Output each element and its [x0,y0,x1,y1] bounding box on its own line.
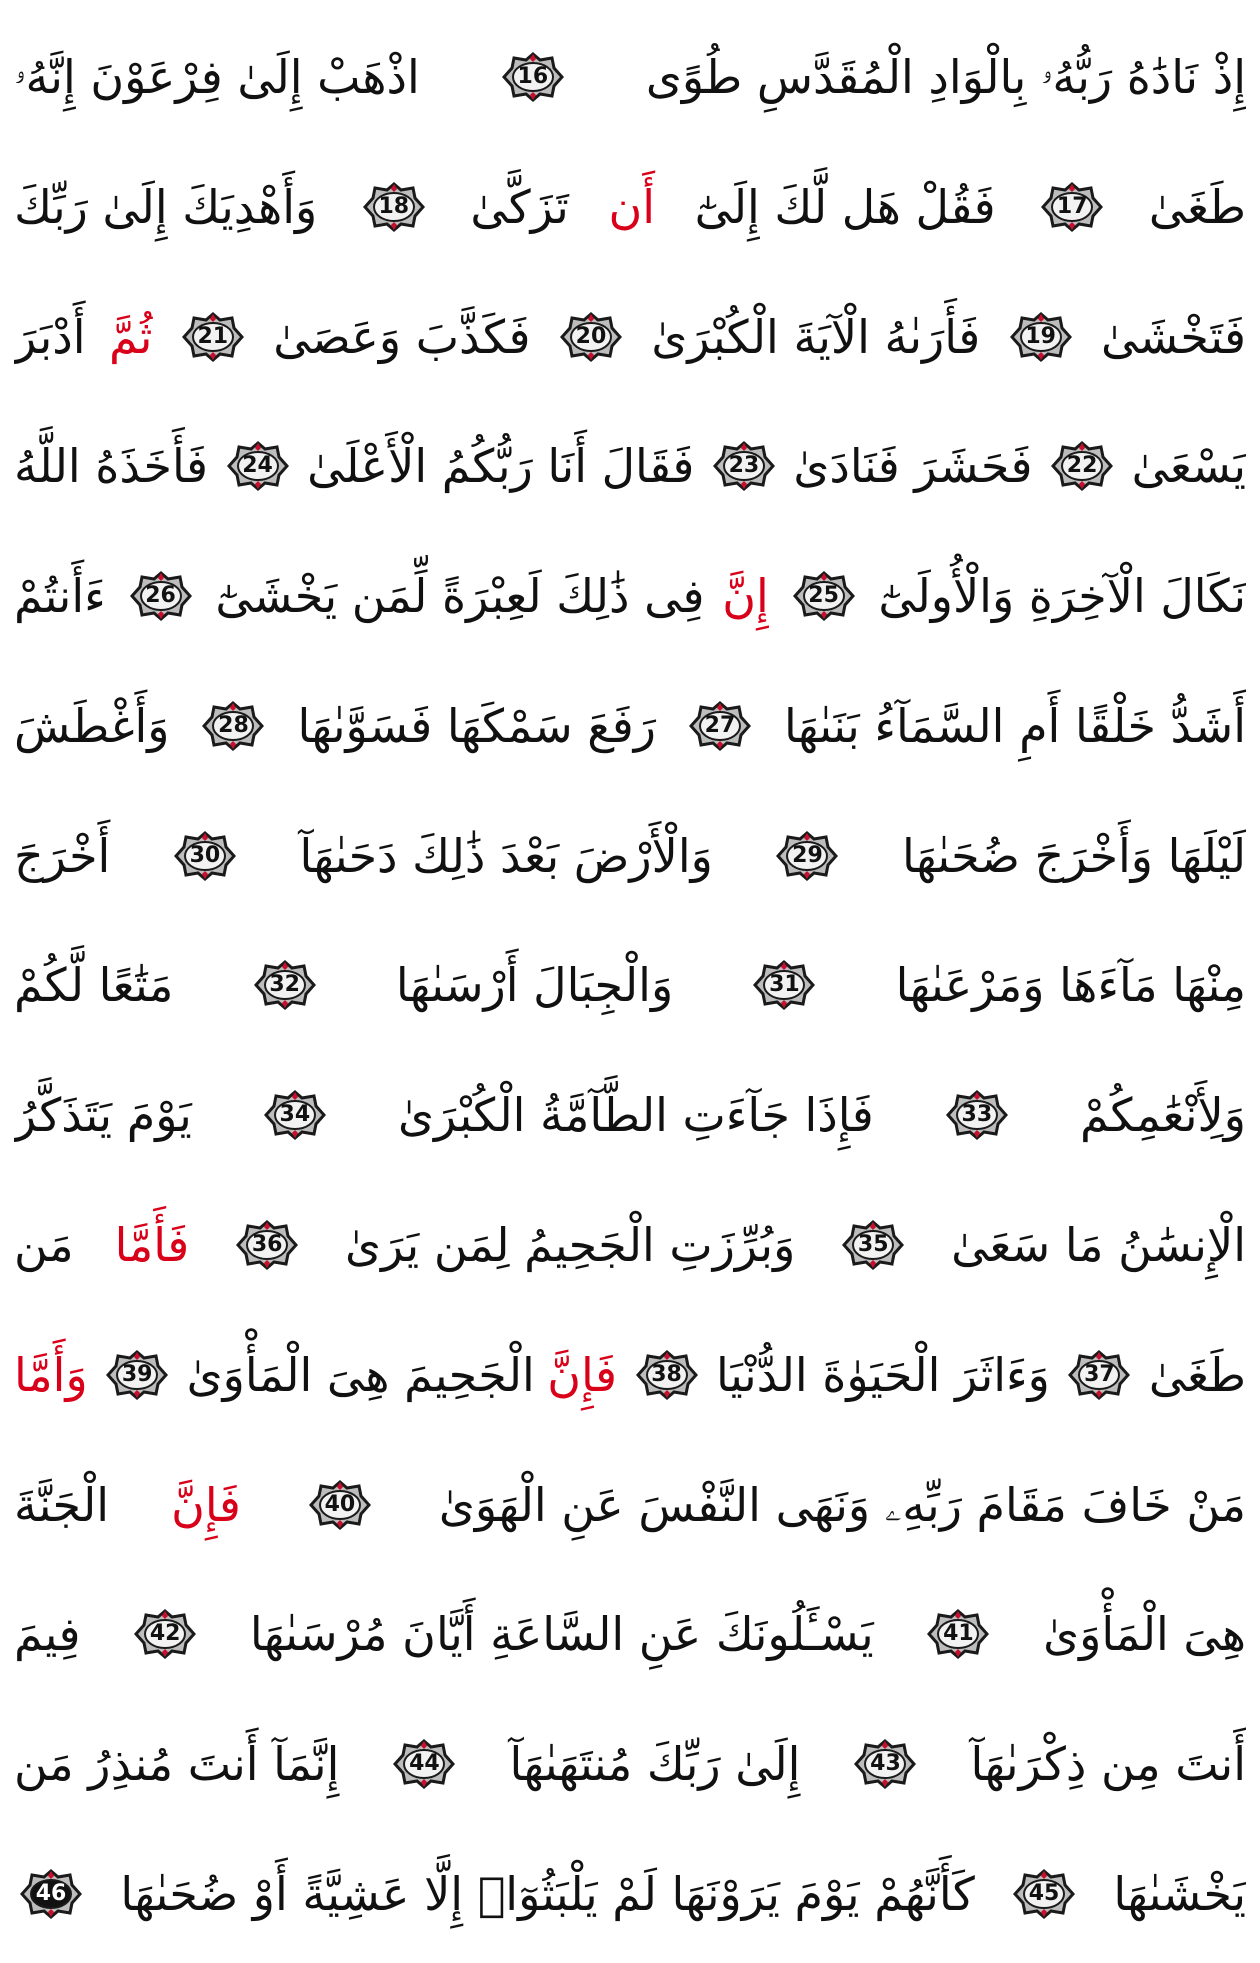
verse-text: فِى ذَٰلِكَ لَعِبْرَةً لِّمَن يَخْشَىٰٓ [215,569,705,624]
ayah-number: 36 [251,1232,283,1258]
verse-text: فَأَرَىٰهُ الْآيَةَ الْكُبْرَىٰ [651,309,981,364]
verse-line [14,148,1246,266]
verse-text: هِىَ الْمَأْوَىٰ [1043,1607,1246,1662]
ayah-number-marker [927,1609,989,1659]
ayah-number-marker [134,1609,196,1659]
ayah-number: 31 [769,972,800,998]
ayah-number: 20 [575,323,607,349]
ayah-number: 24 [242,453,273,479]
ayah-number: 21 [197,323,229,349]
verse-text: وَبُرِّزَتِ الْجَحِيمُ لِمَن يَرَىٰ [345,1218,796,1273]
ayah-number: 43 [870,1751,901,1777]
ayah-number: 35 [857,1232,889,1258]
verse-text: وَأَغْطَشَ [14,698,170,753]
ayah-number: 42 [149,1621,181,1647]
verse-text: إِلَىٰ رَبِّكَ مُنتَهَىٰهَآ [509,1737,801,1792]
ayah-number: 27 [704,712,736,738]
verse-text: فَإِذَا جَآءَتِ الطَّآمَّةُ الْكُبْرَىٰ [397,1088,874,1143]
ayah-number-marker [689,701,751,751]
verse-text: وَلِأَنْعَٰمِكُمْ [1079,1088,1246,1143]
ayah-number-marker [227,441,289,491]
verse-text: لَيْلَهَا وَأَخْرَجَ ضُحَىٰهَا [902,828,1246,883]
verse-text: إِنَّمَآ أَنتَ مُنذِرُ مَن [14,1737,340,1792]
ayah-number-marker [202,701,264,751]
ayah-number-marker [842,1220,904,1270]
ayah-number: 28 [218,712,249,738]
ayah-number-marker [363,182,425,232]
ayah-number: 22 [1066,453,1098,479]
tajweed-highlighted-text: أَن [608,179,656,234]
ayah-number-marker [713,441,775,491]
tajweed-highlighted-text: فَأَمَّا [114,1218,190,1273]
verse-line [14,1316,1246,1434]
ayah-number-marker [636,1350,698,1400]
ayah-number-marker [793,571,855,621]
ayah-number-marker [1068,1350,1130,1400]
verse-text: مَن [14,1218,74,1273]
verse-text: فِيمَ [14,1607,81,1662]
ayah-number-marker [560,312,622,362]
ayah-number: 30 [189,842,221,868]
ayah-number-marker [946,1090,1008,1140]
verse-text: طَغَىٰ [1148,1347,1246,1402]
ayah-number: 23 [728,453,760,479]
verse-line [14,407,1246,525]
ayah-number: 37 [1084,1361,1115,1387]
ayah-number: 26 [145,583,176,609]
verse-text: مِنْهَا مَآءَهَا وَمَرْعَىٰهَا [895,958,1246,1013]
ayah-number: 16 [517,64,549,89]
verse-text: نَكَالَ الْآخِرَةِ وَالْأُولَىٰٓ [878,569,1246,624]
ayah-number-marker [753,960,815,1010]
verse-text: وَالْجِبَالَ أَرْسَىٰهَا [395,958,674,1013]
ayah-number: 45 [1028,1880,1060,1906]
ayah-number: 19 [1025,323,1056,349]
ayah-number-marker [502,52,564,102]
verse-text: وَأَهْدِيَكَ إِلَىٰ رَبِّكَ [14,179,318,234]
ayah-number-marker [1041,182,1103,232]
verse-line [14,1446,1246,1564]
tajweed-highlighted-text: فَإِنَّ [171,1477,241,1532]
ayah-number-marker [1010,312,1072,362]
ayah-number-marker [254,960,316,1010]
verse-text: أَدْبَرَ [14,309,86,364]
verse-line [14,537,1246,655]
ayah-number: 38 [651,1361,682,1387]
verse-text: يَخْشَىٰهَا [1113,1866,1246,1921]
verse-text: تَزَكَّىٰ [470,179,569,234]
verse-text: اذْهَبْ إِلَىٰ فِرْعَوْنَ إِنَّهُۥ [14,50,420,104]
tajweed-highlighted-text: ثُمَّ [108,309,153,364]
ayah-number: 18 [378,193,410,219]
verse-line [14,1056,1246,1174]
verse-text: فَتَخْشَىٰ [1101,309,1246,364]
ayah-number: 40 [324,1491,356,1517]
verse-text: فَقُلْ هَل لَّكَ إِلَىٰٓ [694,179,996,234]
verse-text: إِذْ نَادَٰهُ رَبُّهُۥ بِالْوَادِ الْمُقَدَّسِ طُوًى [645,50,1246,104]
ayah-number-marker [182,312,244,362]
verse-text: يَسْعَىٰ [1131,439,1246,494]
ayah-number-marker [1013,1869,1075,1919]
verse-text: وَالْأَرْضَ بَعْدَ ذَٰلِكَ دَحَىٰهَآ [299,828,713,883]
ayah-number: 46 [35,1880,67,1906]
verse-line [14,797,1246,915]
verse-line [14,1575,1246,1693]
verse-text: الْجَنَّةَ [14,1477,110,1532]
verse-text: رَفَعَ سَمْكَهَا فَسَوَّىٰهَا [297,698,656,753]
ayah-number-marker [236,1220,298,1270]
verse-line [14,1835,1246,1953]
verse-text: يَسْـَٔلُونَكَ عَنِ السَّاعَةِ أَيَّانَ مُرْسَىٰهَا [249,1607,874,1662]
ayah-number-marker [776,831,838,881]
verse-text: وَءَاثَرَ الْحَيَوٰةَ الدُّنْيَا [715,1347,1050,1402]
verse-text: الْإِنسَٰنُ مَا سَعَىٰ [951,1218,1246,1273]
ayah-number-marker [174,831,236,881]
verse-text: مَنْ خَافَ مَقَامَ رَبِّهِۦ وَنَهَى النَّفْسَ عَنِ الْهَوَىٰ [438,1477,1246,1532]
ayah-number-marker [130,571,192,621]
verse-line [14,1705,1246,1823]
verse-text: أَنتَ مِن ذِكْرَىٰهَآ [970,1737,1246,1792]
verse-text: فَكَذَّبَ وَعَصَىٰ [273,309,531,364]
ayah-number-marker [854,1739,916,1789]
ayah-number: 41 [943,1621,974,1647]
verse-text: كَأَنَّهُمْ يَوْمَ يَرَوْنَهَا لَمْ يَلْبَثُوٓا۟ إِلَّا عَشِيَّةً أَوْ ضُحَىٰهَا [120,1866,975,1921]
ayah-number-marker [106,1350,168,1400]
verse-line [14,18,1246,136]
verse-text: مَتَٰعًا لَّكُمْ [14,958,174,1013]
verse-text: طَغَىٰ [1148,179,1246,234]
ayah-number-marker [1051,441,1113,491]
ayah-number: 29 [792,842,823,868]
ayah-number-marker [264,1090,326,1140]
verse-line [14,667,1246,785]
ayah-number-marker [20,1869,82,1919]
verse-text: الْجَحِيمَ هِىَ الْمَأْوَىٰ [186,1347,535,1402]
ayah-number-marker [309,1480,371,1530]
verse-text: فَحَشَرَ فَنَادَىٰ [793,439,1033,494]
tajweed-highlighted-text: وَأَمَّا [14,1347,88,1402]
ayah-number: 17 [1056,193,1088,219]
tajweed-highlighted-text: إِنَّ [722,569,769,624]
ayah-number: 25 [808,583,839,609]
verse-text: فَقَالَ أَنَا رَبُّكُمُ الْأَعْلَىٰ [307,439,695,494]
verse-text: ءَأَنتُمْ [14,569,106,624]
tajweed-highlighted-text: فَإِنَّ [547,1347,618,1402]
ayah-number: 32 [269,972,300,998]
ayah-number: 34 [279,1102,311,1128]
verse-line [14,278,1246,396]
verse-line [14,926,1246,1044]
ayah-number-marker [393,1739,455,1789]
verse-text: فَأَخَذَهُ اللَّهُ [14,439,208,494]
ayah-number: 33 [961,1102,993,1128]
verse-lines [14,18,1246,1953]
verse-text: يَوْمَ يَتَذَكَّرُ [14,1088,192,1143]
verse-text: أَشَدُّ خَلْقًا أَمِ السَّمَآءُ بَنَىٰهَا [783,698,1246,753]
verse-text: أَخْرَجَ [14,828,111,883]
ayah-number: 39 [121,1361,153,1387]
verse-line [14,1186,1246,1304]
ayah-number: 44 [409,1751,440,1777]
